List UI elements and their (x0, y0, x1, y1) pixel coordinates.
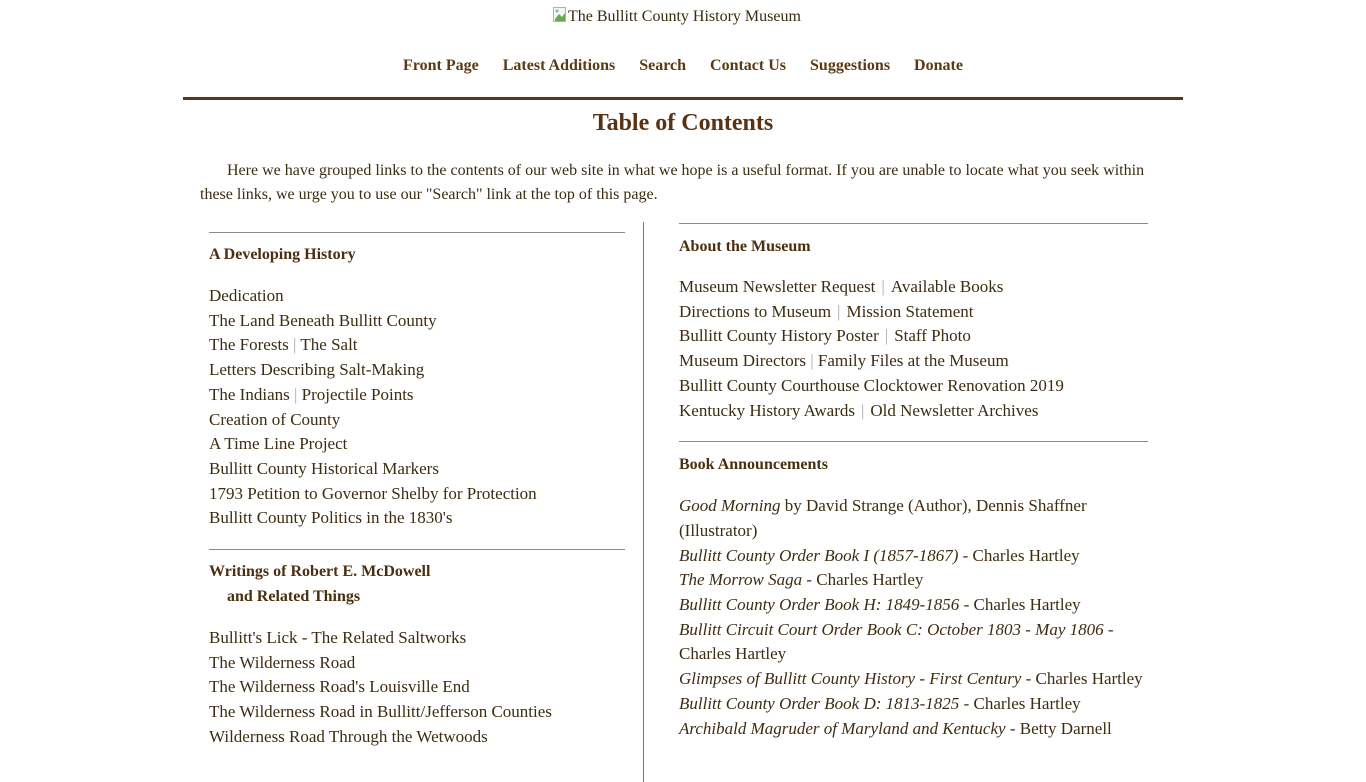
link-salt[interactable]: The Salt (300, 335, 358, 355)
page-title: Table of Contents (592, 110, 774, 136)
book-link[interactable]: Bullitt County Order Book I (1857-1867) (679, 545, 959, 565)
link-staff-photo[interactable]: Staff Photo (894, 326, 971, 346)
book-link[interactable]: Bullitt County Order Book D: 1813-1825 (679, 693, 960, 713)
section-title-mcdowell (209, 559, 625, 609)
link-mission-statement[interactable]: Mission Statement (846, 301, 974, 321)
book-item: Bullitt Circuit Court Order Book C: October 1803 - May 1806 - Charles Hartley (679, 619, 1114, 664)
mcdowell-title-line1: Writings of Robert E. McDowell (209, 563, 431, 581)
link-old-newsletter-archives[interactable]: Old Newsletter Archives (870, 400, 1039, 420)
link-wilderness-road-louisville[interactable]: The Wilderness Road's Louisville End (209, 677, 470, 697)
nav-contact-us[interactable]: Contact Us (710, 57, 787, 74)
link-bullitts-lick[interactable]: Bullitt's Lick (209, 628, 298, 648)
mcdowell-links (209, 626, 625, 750)
mcdowell-title-line2: and Related Things (227, 588, 361, 606)
book-item: Good Morning by David Strange (Author), Dennis Shaffner (Illustrator) (679, 496, 1087, 540)
section-divider (679, 223, 1148, 224)
link-projectile-points[interactable]: Projectile Points (301, 384, 414, 404)
separator: | (293, 384, 298, 404)
column-divider (643, 222, 644, 782)
section-title-developing-history: A Developing History (209, 246, 356, 263)
right-column (679, 223, 1148, 741)
book-item: Archibald Magruder of Maryland and Kentucky - Betty Darnell (679, 718, 1112, 738)
link-forests[interactable]: The Forests (209, 335, 289, 355)
link-letters-salt-making[interactable]: Letters Describing Salt-Making (209, 360, 425, 380)
link-land-beneath[interactable]: The Land Beneath Bullitt County (209, 310, 437, 330)
book-item: The Morrow Saga - Charles Hartley (679, 570, 924, 590)
book-link[interactable]: Archibald Magruder of Maryland and Kentucky (679, 718, 1006, 738)
link-politics-1830s[interactable]: Bullitt County Politics in the 1830's (209, 508, 453, 528)
separator: | (810, 351, 814, 371)
book-link[interactable]: Bullitt Circuit Court Order Book C: October 1803 - May 1806 (679, 619, 1104, 639)
separator: | (837, 301, 841, 321)
book-announcements (679, 494, 1148, 741)
section-divider (209, 549, 625, 550)
link-family-files[interactable]: Family Files at the Museum (817, 351, 1009, 371)
link-kentucky-history-awards[interactable]: Kentucky History Awards (679, 400, 855, 420)
link-available-books[interactable]: Available Books (890, 277, 1004, 296)
book-item: Bullitt County Order Book H: 1849-1856 - Charles Hartley (679, 595, 1081, 615)
section-title-about: About the Museum (679, 238, 811, 255)
nav-donate[interactable]: Donate (914, 57, 963, 74)
museum-logo[interactable] (553, 6, 801, 28)
link-indians[interactable]: The Indians (209, 384, 290, 404)
link-museum-directors[interactable]: Museum Directors (679, 351, 807, 371)
book-link[interactable]: Good Morning (679, 496, 781, 516)
about-links (679, 275, 1148, 423)
logo-alt-text: The Bullitt County History Museum (568, 8, 801, 25)
intro-paragraph: Here we have grouped links to the contents of our web site in what we hope is a useful format. If you are unable to locate what you seek within these links, we urge you to use our "Search" link at the top of this page. (200, 162, 1145, 203)
section-divider (209, 232, 625, 233)
link-directions[interactable]: Directions to Museum (679, 301, 832, 321)
link-wilderness-road-bullitt-jefferson[interactable]: The Wilderness Road in Bullitt/Jefferson Counties (209, 702, 552, 722)
left-column (209, 232, 625, 750)
broken-image-icon (553, 7, 567, 23)
nav-latest-additions[interactable]: Latest Additions (502, 57, 616, 74)
main-nav (183, 57, 1183, 75)
link-related-saltworks[interactable]: The Related Saltworks (311, 628, 467, 648)
book-link[interactable]: Bullitt County Order Book H: 1849-1856 (679, 595, 960, 615)
nav-front-page[interactable]: Front Page (403, 57, 479, 74)
link-dedication[interactable]: Dedication (209, 286, 284, 305)
book-link[interactable]: The Morrow Saga (679, 570, 803, 590)
book-item: Bullitt County Order Book D: 1813-1825 - Charles Hartley (679, 693, 1081, 713)
link-wilderness-road-wetwoods[interactable]: Wilderness Road Through the Wetwoods (209, 726, 488, 746)
section-title-books: Book Announcements (679, 456, 828, 474)
link-creation-of-county[interactable]: Creation of County (209, 409, 341, 429)
header-rule (183, 97, 1183, 100)
link-time-line-project[interactable]: A Time Line Project (209, 434, 348, 454)
book-item: Bullitt County Order Book I (1857-1867) - Charles Hartley (679, 545, 1080, 565)
section-divider (679, 441, 1148, 442)
book-item: Glimpses of Bullitt County History - First Century - Charles Hartley (679, 669, 1143, 689)
link-wilderness-road[interactable]: The Wilderness Road (209, 652, 356, 672)
separator: | (881, 277, 885, 296)
link-history-poster[interactable]: Bullitt County History Poster (679, 326, 879, 346)
link-1793-petition[interactable]: 1793 Petition to Governor Shelby for Protection (209, 483, 537, 503)
developing-history-links (209, 284, 625, 531)
separator: | (860, 400, 865, 420)
nav-search[interactable]: Search (639, 57, 687, 74)
link-clocktower-renovation[interactable]: Bullitt County Courthouse Clocktower Renovation 2019 (679, 375, 1064, 395)
separator: | (293, 335, 297, 355)
separator: | (884, 326, 889, 346)
book-link[interactable]: Glimpses of Bullitt County History - First Century (679, 669, 1022, 689)
dash: - (301, 628, 308, 648)
link-newsletter-request[interactable]: Museum Newsletter Request (679, 277, 876, 296)
nav-suggestions[interactable]: Suggestions (810, 57, 891, 74)
link-historical-markers[interactable]: Bullitt County Historical Markers (209, 458, 439, 478)
